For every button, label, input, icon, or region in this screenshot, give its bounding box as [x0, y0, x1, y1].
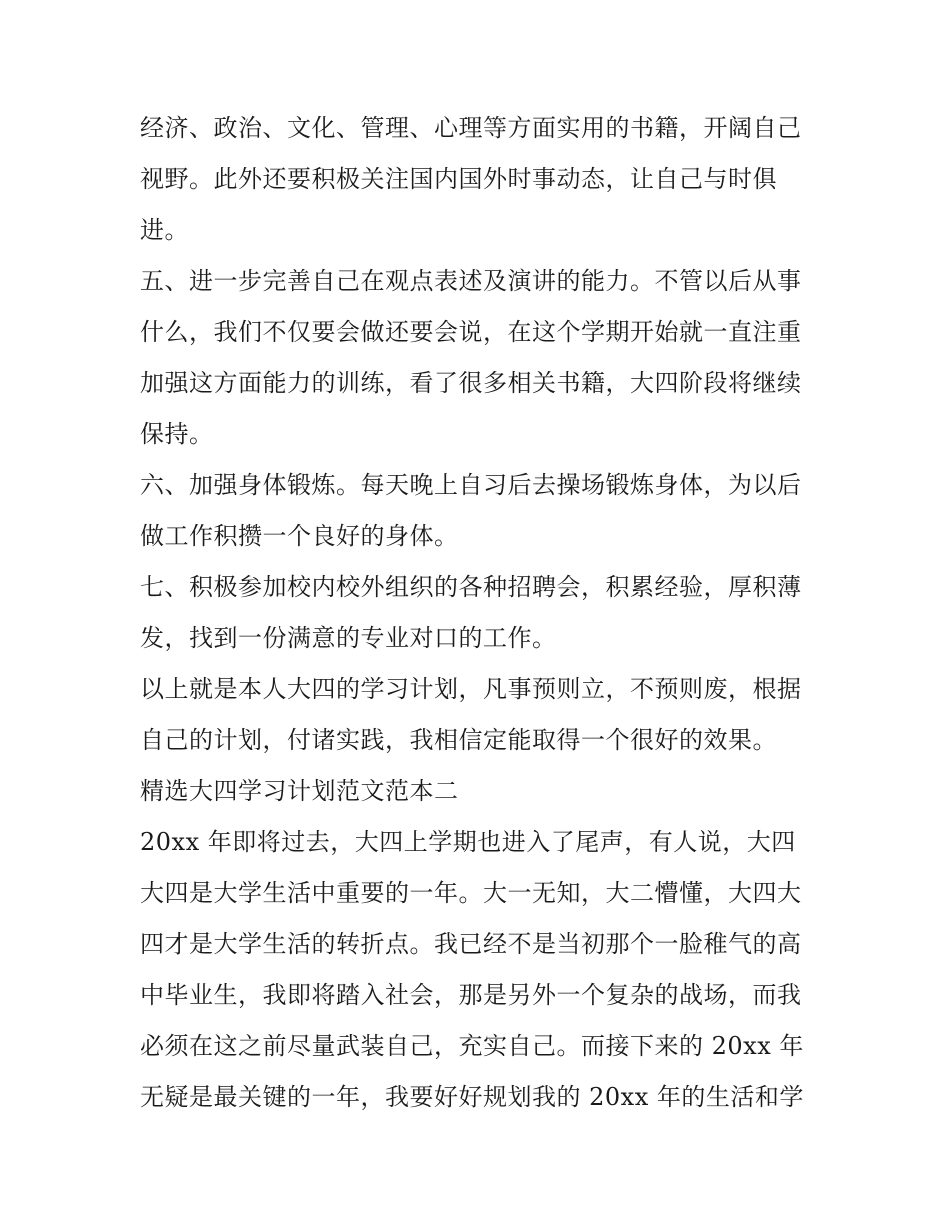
text-line: 保持。	[140, 420, 214, 448]
text-line: 进。	[140, 216, 189, 244]
text-line: 六、加强身体锻炼。每天晚上自习后去操场锻炼身体，为以后	[140, 471, 802, 499]
document-body	[140, 103, 820, 1123]
text-line: 做工作积攒一个良好的身体。	[140, 522, 459, 550]
text-line: 视野。此外还要积极关注国内国外时事动态，让自己与时俱	[140, 165, 777, 193]
text-line: 无疑是最关键的一年，我要好好规划我的 20xx 年的生活和学	[140, 1083, 804, 1111]
text-line: 加强这方面能力的训练，看了很多相关书籍，大四阶段将继续	[140, 369, 802, 397]
text-line: 发，找到一份满意的专业对口的工作。	[140, 624, 557, 652]
text-line: 以上就是本人大四的学习计划，凡事预则立，不预则废，根据	[140, 675, 802, 703]
text-line: 大四是大学生活中重要的一年。大一无知，大二懵懂，大四大	[140, 879, 802, 907]
text-line: 中毕业生，我即将踏入社会，那是另外一个复杂的战场，而我	[140, 981, 802, 1009]
text-line: 经济、政治、文化、管理、心理等方面实用的书籍，开阔自己	[140, 114, 802, 142]
text-line: 四才是大学生活的转折点。我已经不是当初那个一脸稚气的高	[140, 930, 802, 958]
text-line: 什么，我们不仅要会做还要会说，在这个学期开始就一直注重	[140, 318, 802, 346]
text-line: 自己的计划，付诸实践，我相信定能取得一个很好的效果。	[140, 726, 777, 754]
text-line: 必须在这之前尽量武装自己，充实自己。而接下来的 20xx 年	[140, 1032, 804, 1060]
text-line: 七、积极参加校内校外组织的各种招聘会，积累经验，厚积薄	[140, 573, 802, 601]
text-line: 五、进一步完善自己在观点表述及演讲的能力。不管以后从事	[140, 267, 802, 295]
text-line: 20xx 年即将过去，大四上学期也进入了尾声，有人说，大四	[140, 828, 796, 856]
section-heading: 精选大四学习计划范文范本二	[140, 777, 459, 805]
